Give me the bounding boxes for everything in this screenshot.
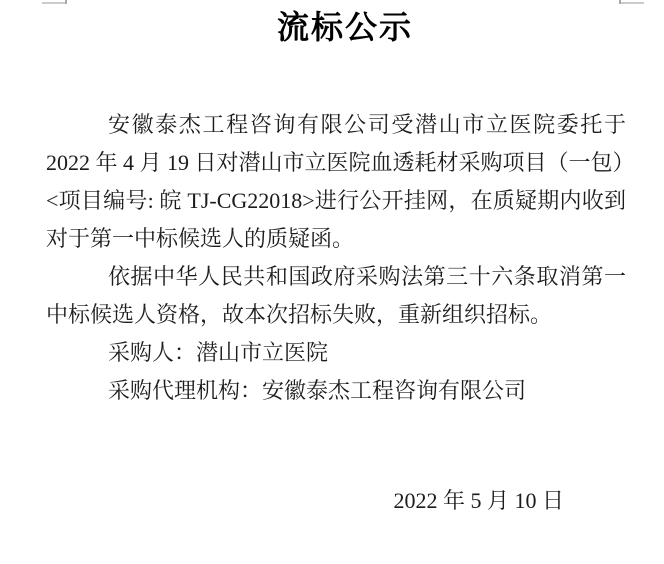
- body-line: 中标候选人资格，故本次招标失败，重新组织招标。: [46, 302, 553, 327]
- top-left-edge-tick: [65, 0, 67, 4]
- body-line: 安徽泰杰工程咨询有限公司受潜山市立医院委托于: [108, 112, 626, 137]
- page-title: 流标公示: [276, 9, 413, 45]
- agency-line: 采购代理机构：安徽泰杰工程咨询有限公司: [108, 378, 527, 403]
- top-right-edge-mark: [619, 2, 644, 4]
- body-line: <项目编号: 皖 TJ-CG22018>进行公开挂网，在质疑期内收到: [46, 188, 626, 213]
- announcement-body: [46, 106, 635, 410]
- purchaser-line: 采购人：潜山市立医院: [108, 340, 329, 365]
- body-line: 依据中华人民共和国政府采购法第三十六条取消第一: [108, 264, 626, 289]
- body-line: 2022 年 4 月 19 日对潜山市立医院血透耗材采购项目（一包）: [46, 150, 635, 175]
- body-line: 对于第一中标候选人的质疑函。: [46, 226, 355, 251]
- top-left-edge-mark: [42, 2, 67, 4]
- top-right-edge-tick: [619, 0, 621, 4]
- date-line: 2022 年 5 月 10 日: [393, 488, 564, 513]
